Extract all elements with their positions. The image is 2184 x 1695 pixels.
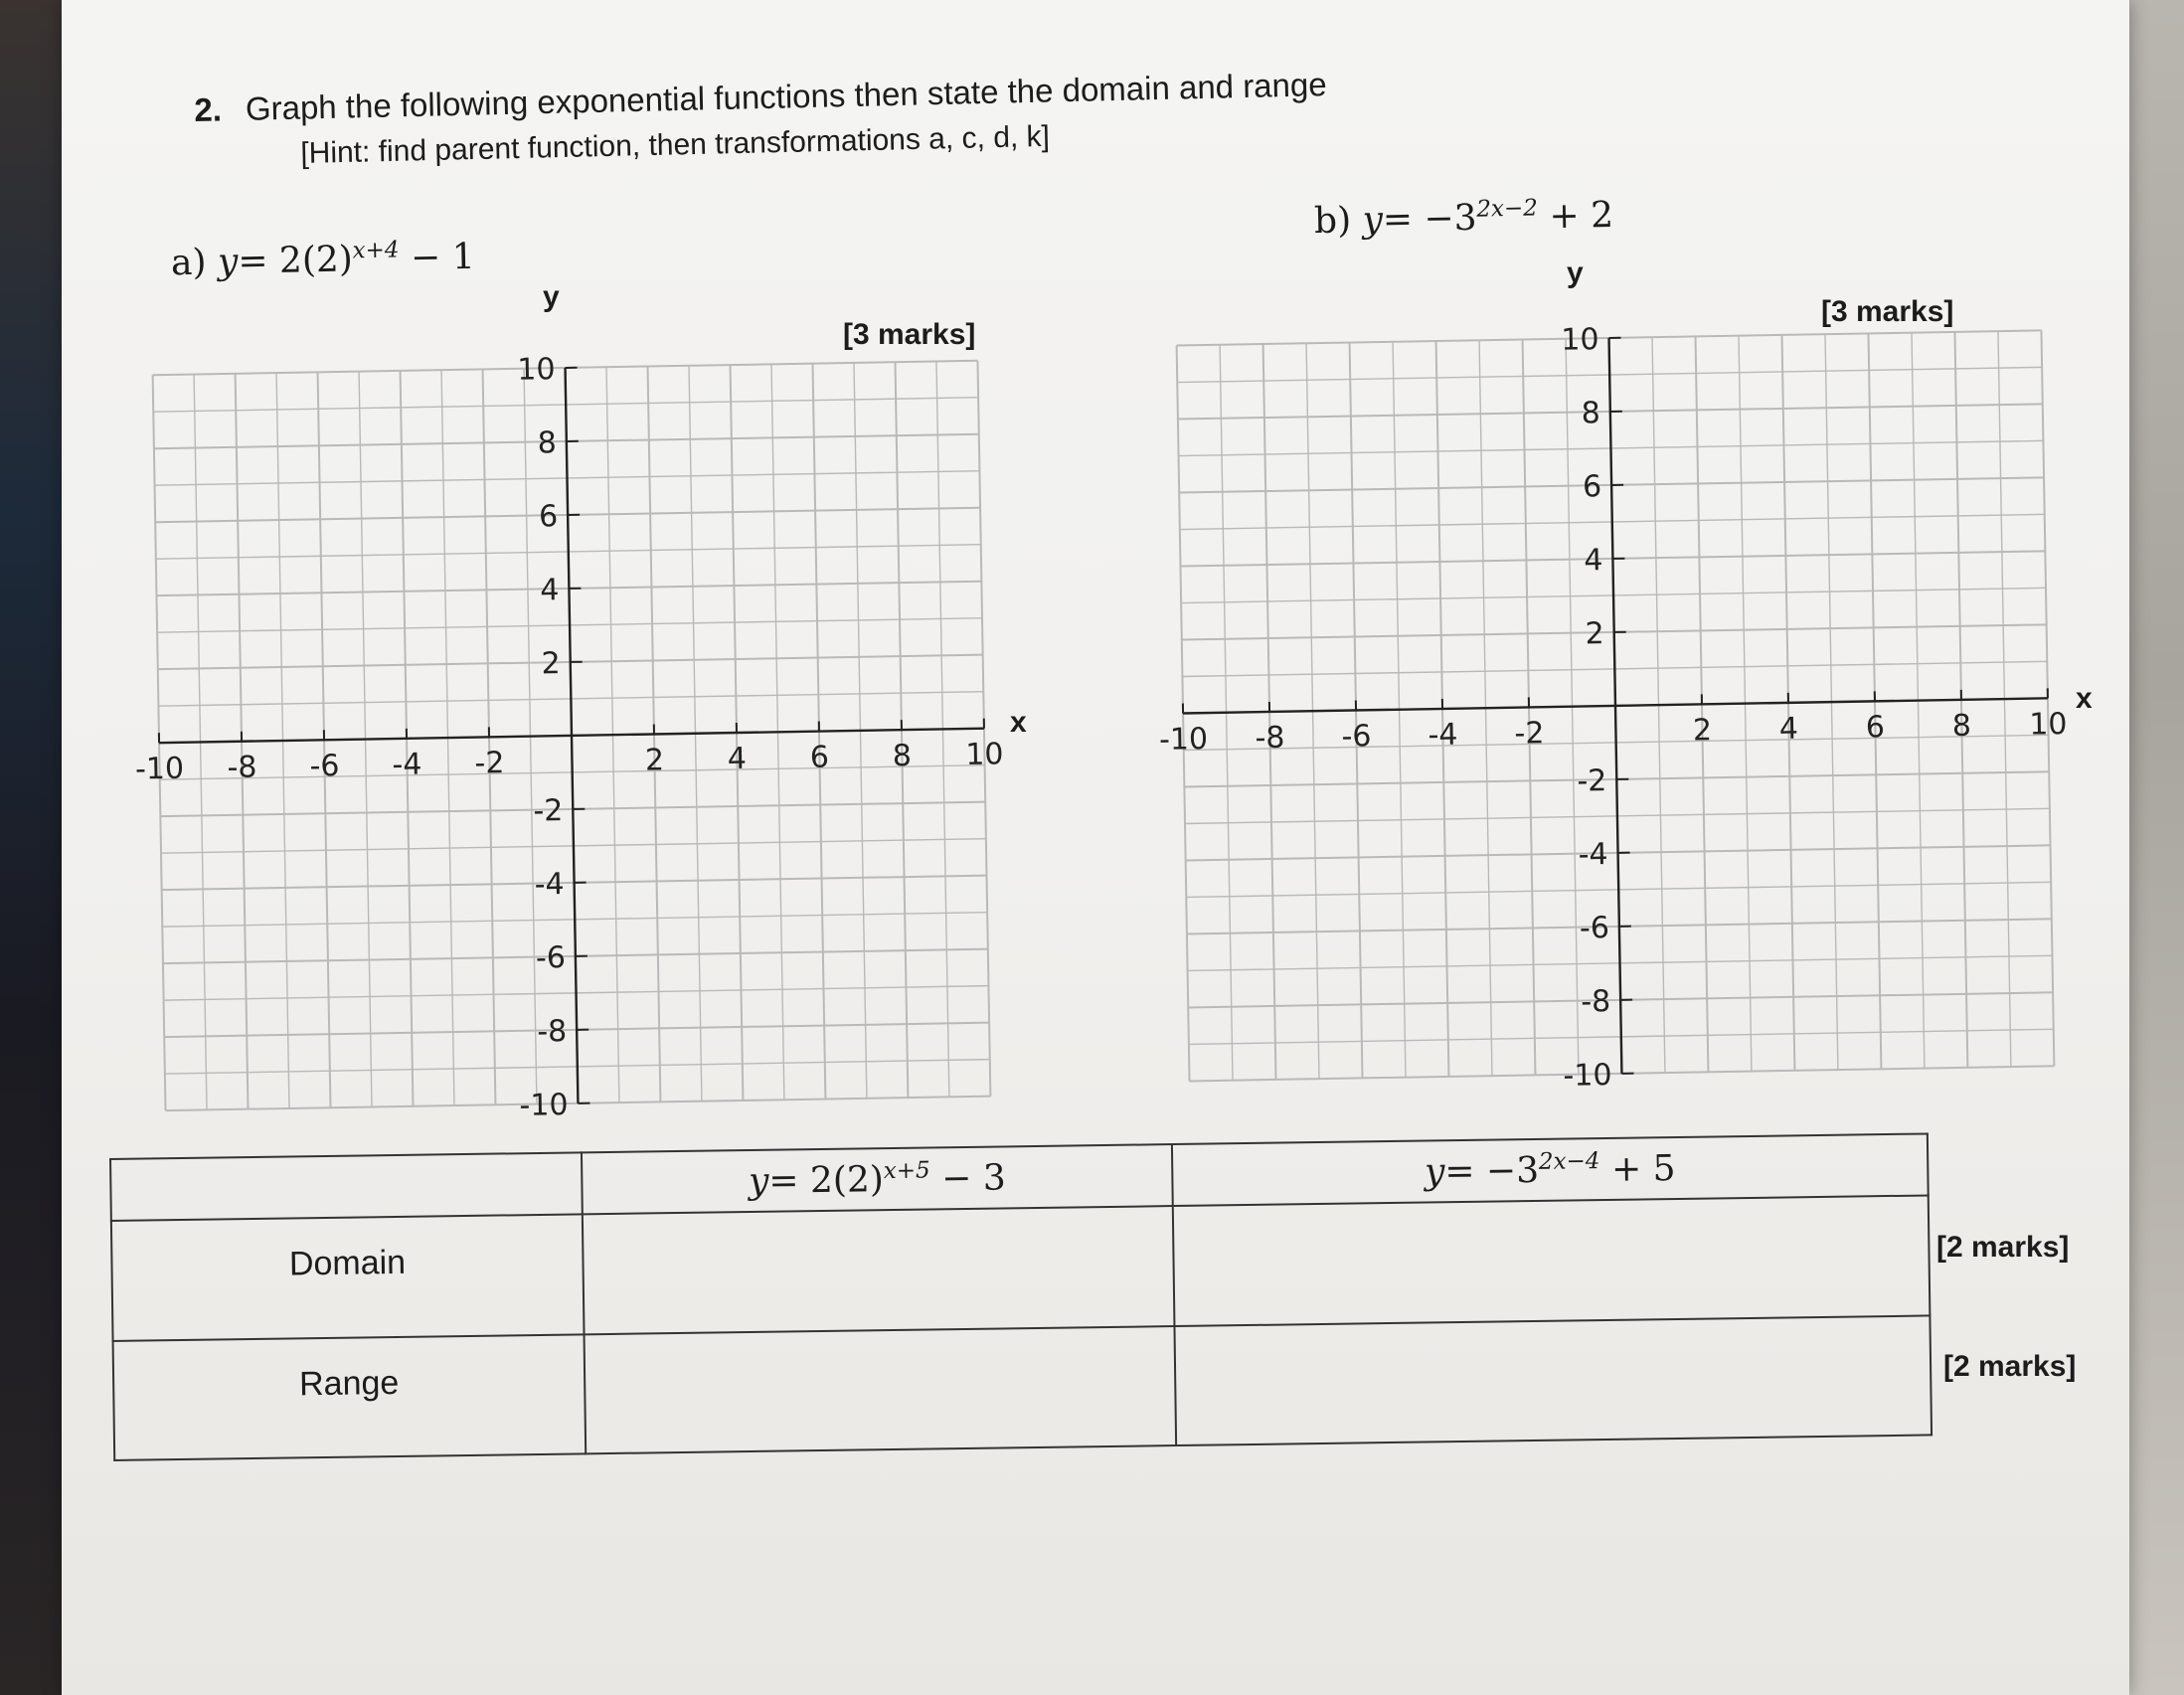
domain-marks: [2 marks] — [1936, 1231, 2070, 1264]
y-tick-label: -2 — [533, 793, 564, 829]
part-a-exponent: x+4 — [352, 237, 400, 264]
domain-range-table — [109, 1132, 1932, 1461]
range-label: Range — [113, 1334, 587, 1460]
part-b-lhs: y — [1362, 199, 1384, 242]
y-tick-label: 4 — [1584, 543, 1603, 579]
domain-answer-a[interactable] — [583, 1206, 1175, 1334]
question-number: 2. — [194, 90, 223, 128]
question-hint: [Hint: find parent function, then transformations a, c, d, k] — [300, 119, 1051, 170]
x-tick-label: -8 — [1255, 720, 1285, 757]
x-tick-label: 10 — [2028, 706, 2068, 743]
y-tick-label: -6 — [1579, 911, 1610, 946]
x-tick-label: 8 — [1951, 708, 1972, 744]
y-tick-label: 8 — [1581, 396, 1601, 431]
table-row-range — [113, 1315, 1932, 1460]
y-tick-label: -6 — [535, 940, 567, 976]
y-tick-label: 8 — [537, 425, 558, 461]
x-tick-label: -2 — [474, 746, 505, 781]
x-tick-label: 6 — [809, 740, 830, 775]
y-tick-label: 10 — [1561, 322, 1599, 358]
y-tick-label: 2 — [541, 646, 562, 682]
y-tick-label: 6 — [1582, 469, 1602, 505]
x-tick-label: 2 — [644, 743, 665, 778]
part-b-marks: [3 marks] — [1821, 295, 1954, 328]
col1-lhs: y — [748, 1160, 769, 1203]
x-tick-label: 4 — [727, 741, 748, 777]
x-tick-label: -10 — [1158, 722, 1209, 758]
part-b-label: b) — [1313, 200, 1352, 243]
part-a-equation — [171, 236, 476, 283]
col2-exponent: 2x−4 — [1538, 1148, 1600, 1175]
x-tick-label: -4 — [392, 747, 422, 783]
y-tick-label: -8 — [1580, 984, 1611, 1020]
part-a-tail: − 1 — [410, 236, 476, 279]
x-tick-label: -6 — [309, 748, 340, 784]
x-tick-label: -4 — [1428, 717, 1458, 754]
part-a-base: = 2(2) — [237, 239, 354, 282]
x-tick-label: -6 — [1341, 719, 1372, 755]
col1-exponent: x+5 — [883, 1157, 930, 1185]
y-tick-label: -4 — [534, 867, 565, 903]
x-tick-label: -2 — [1514, 716, 1545, 752]
part-b-exponent: 2x−2 — [1476, 195, 1539, 223]
x-tick-label: 6 — [1865, 710, 1886, 746]
part-a-marks: [3 marks] — [843, 318, 976, 351]
part-a-lhs: y — [217, 241, 239, 283]
col1-base: = 2(2) — [768, 1159, 885, 1202]
table-col1-equation — [582, 1144, 1173, 1214]
y-tick-label: 2 — [1585, 616, 1605, 652]
question-text: Graph the following exponential functions then state the domain and range — [245, 66, 1327, 127]
y-tick-label: -10 — [1563, 1058, 1612, 1094]
x-tick-label: -8 — [227, 750, 257, 785]
col2-tail: + 5 — [1610, 1148, 1676, 1190]
y-tick-label: -10 — [519, 1088, 569, 1123]
x-tick-label: 2 — [1692, 713, 1713, 749]
table-col2-equation — [1172, 1133, 1929, 1206]
domain-label: Domain — [111, 1214, 585, 1340]
y-tick-label: 6 — [538, 499, 559, 535]
col2-lhs: y — [1424, 1151, 1445, 1193]
x-tick-label: -10 — [134, 751, 185, 787]
range-answer-a[interactable] — [585, 1326, 1177, 1454]
graph-a[interactable] — [122, 340, 1010, 1130]
col1-tail: − 3 — [940, 1157, 1007, 1200]
range-marks: [2 marks] — [1943, 1350, 2077, 1383]
part-b-equation — [1314, 194, 1614, 242]
y-tick-label: -2 — [1577, 763, 1607, 799]
y-tick-label: 10 — [517, 352, 556, 388]
part-b-base: = −3 — [1382, 197, 1478, 241]
y-tick-label: 4 — [540, 573, 560, 608]
domain-answer-b[interactable] — [1173, 1195, 1931, 1325]
part-a-y-axis-name: y — [543, 280, 560, 313]
table-corner-cell — [110, 1152, 583, 1221]
graph-b[interactable] — [1146, 310, 2074, 1102]
part-b-y-axis-name: y — [1567, 256, 1584, 289]
x-tick-label: 4 — [1778, 711, 1799, 748]
y-tick-label: -4 — [1578, 837, 1608, 873]
part-b-tail: + 2 — [1549, 194, 1614, 238]
range-answer-b[interactable] — [1174, 1315, 1932, 1445]
part-a-label: a) — [170, 242, 207, 284]
part-a-x-axis-name: x — [1010, 706, 1027, 739]
col2-base: = −3 — [1444, 1149, 1540, 1193]
x-tick-label: 8 — [892, 738, 913, 774]
part-b-x-axis-name: x — [2076, 682, 2093, 715]
y-tick-label: -8 — [536, 1014, 568, 1050]
x-tick-label: 10 — [965, 737, 1004, 772]
